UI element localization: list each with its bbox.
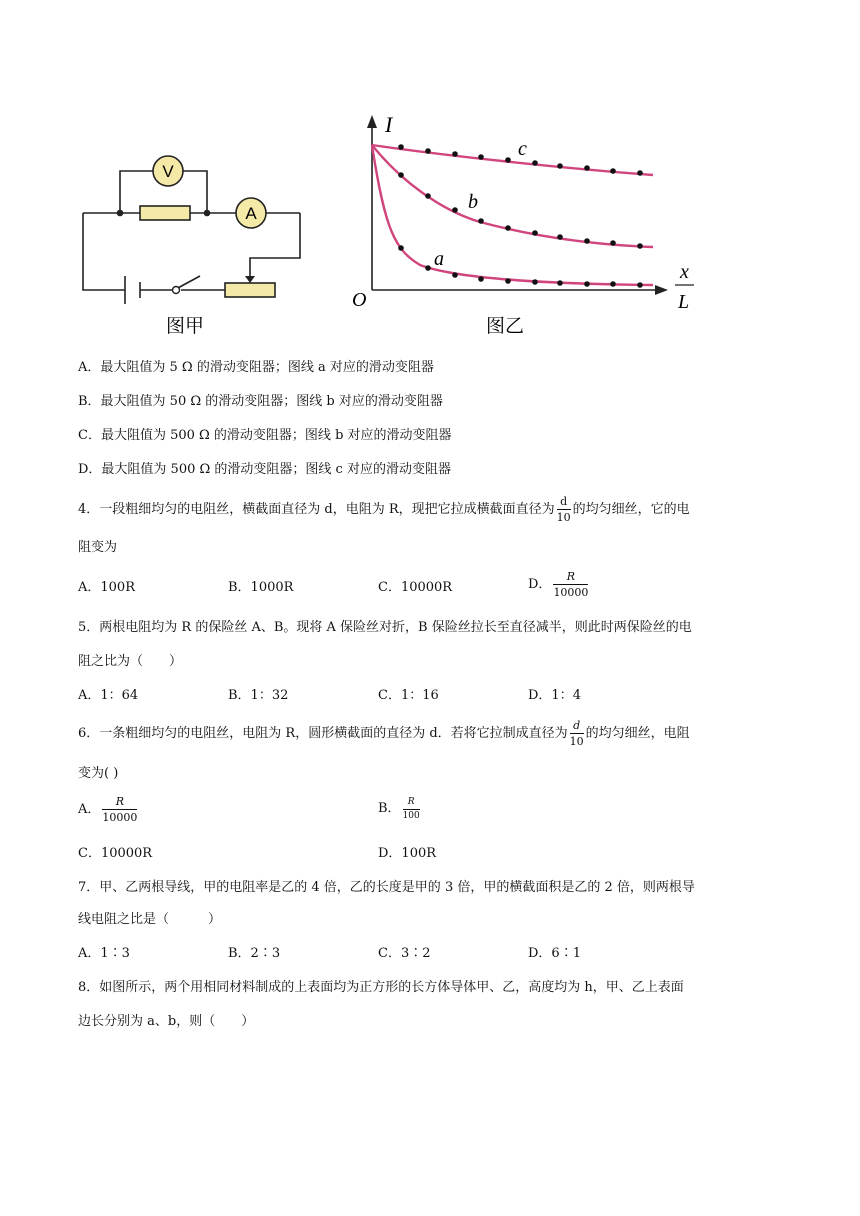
q7-option-a: A．1∶3 [78,946,130,961]
q6-option-d: D．100R [378,846,437,861]
q7-stem-line2: 线电阻之比是（ ） [78,912,222,927]
left-caption: 图甲 [165,315,205,337]
q6-stem-line1: 6．一条粗细均匀的电阻丝，电阻为 R，圆形横截面的直径为 d．若将它拉制成直径为 $\frac{d}{10}$ 的均匀细丝，电阻 [78,719,690,748]
q7-stem-line1: 7．甲、乙两根导线，甲的电阻率是乙的 4 倍，乙的长度是甲的 3 倍，甲的横截面积是乙的 2 倍，则两根导 [78,880,695,895]
q6-option-b: B． $\frac{R}{100}$ [378,797,420,821]
q7-option-b: B．2∶3 [228,946,281,961]
circuit-components [117,156,275,337]
graph [352,112,694,337]
ammeter-label: A [245,204,257,223]
q5-option-b: B．1：32 [228,688,289,703]
q5-option-c: C．1：16 [378,688,439,703]
q5-stem-line1: 5．两根电阻均为 R 的保险丝 A、B。现将 A 保险丝对折，B 保险丝拉长至直径减半，则此时两保险丝的电 [78,620,692,635]
q6-stem-line2: 变为( ) [78,766,119,781]
q7-option-d: D．6∶1 [528,946,581,961]
q3-option-b: B．最大阻值为 50 Ω 的滑动变阻器；图线 b 对应的滑动变阻器 [78,394,443,409]
q5-stem-line2: 阻之比为（ ） [78,654,183,669]
q3-option-c: C．最大阻值为 500 Ω 的滑动变阻器；图线 b 对应的滑动变阻器 [78,428,452,443]
curve-b-points [398,172,643,249]
q4-option-c: C．10000R [378,580,453,595]
q7-option-c: C．3∶2 [378,946,431,961]
voltmeter-label: V [162,162,174,181]
q4-text-b: 的均匀细丝，它的电 [572,502,690,517]
axis-x-num: x [680,261,689,283]
q6-option-c: C．10000R [78,846,153,861]
q4-fraction: $\frac{d}{10}$ [556,495,571,524]
q4-option-d: D． $\frac{R}{10000}$ [528,570,589,599]
q4-stem-line2: 阻变为 [78,540,118,555]
right-caption: 图乙 [485,315,525,337]
q4-text-a: 4．一段粗细均匀的电阻丝，横截面直径为 d，电阻为 R，现把它拉成横截面直径为 [78,502,555,517]
q4-option-a: A．100R [78,580,135,595]
curve-label-c: c [518,138,527,160]
axis-y-label: I [385,112,393,137]
figures [0,0,860,350]
axis-x-den: L [678,291,690,313]
q6-option-a: A． $\frac{R}{10000}$ [78,795,138,824]
q4-stem-line1 [78,496,690,524]
origin-label: O [352,289,367,311]
q5-option-d: D．1：4 [528,688,581,703]
curve-label-a: a [434,248,444,270]
q3-option-d: D．最大阻值为 500 Ω 的滑动变阻器；图线 c 对应的滑动变阻器 [78,462,451,477]
q3-option-a: A．最大阻值为 5 Ω 的滑动变阻器；图线 a 对应的滑动变阻器 [78,360,434,375]
q8-stem-line2: 边长分别为 a、b，则（ ） [78,1014,255,1029]
curve-a [372,145,653,285]
q8-stem-line1: 8．如图所示，两个用相同材料制成的上表面均为正方形的长方体导体甲、乙，高度均为 h，甲、乙上表面 [78,980,684,995]
curve-label-b: b [468,191,478,213]
q4-option-b: B．1000R [228,580,294,595]
q5-option-a: A．1：64 [78,688,139,703]
curve-b [372,145,653,247]
